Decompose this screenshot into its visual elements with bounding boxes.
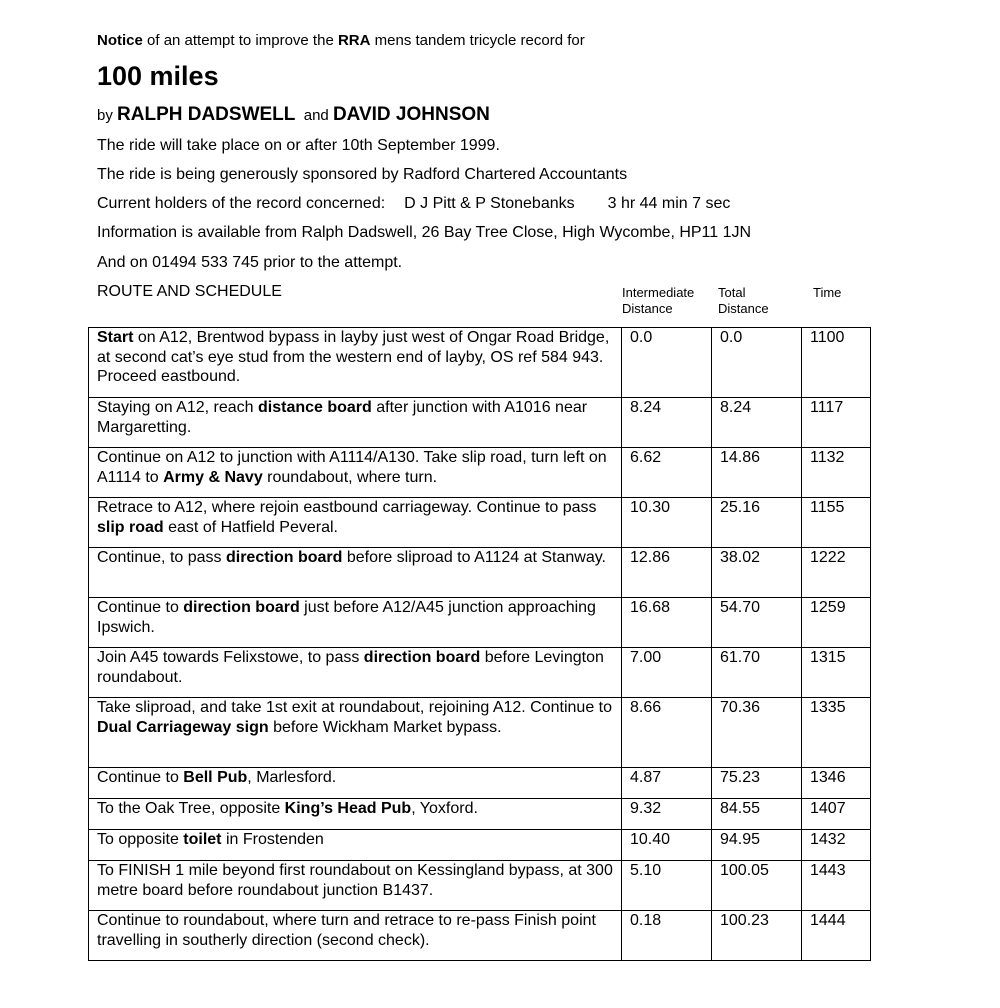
route-description: To the Oak Tree, opposite King’s Head Pub, Yoxford. [89, 799, 622, 830]
time-cell: 1346 [802, 768, 871, 799]
route-description: To FINISH 1 mile beyond first roundabout on Kessingland bypass, at 300 metre board before roundabout junction B1437. [89, 861, 622, 911]
authors-line [97, 104, 490, 126]
table-row [89, 698, 871, 768]
intermediate-distance: 8.24 [622, 398, 712, 448]
table-row [89, 799, 871, 830]
table-row [89, 768, 871, 799]
intermediate-distance: 4.87 [622, 768, 712, 799]
route-description: Retrace to A12, where rejoin eastbound carriageway. Continue to pass slip road east of Hatfield Peveral. [89, 498, 622, 548]
intermediate-distance: 9.32 [622, 799, 712, 830]
date-line: The ride will take place on or after 10th September 1999. [97, 137, 500, 154]
sponsor-line: The ride is being generously sponsored by Radford Chartered Accountants [97, 166, 628, 183]
rider-1-name: RALPH DADSWELL [117, 104, 296, 125]
col-header-intermediate [622, 285, 694, 317]
time-cell: 1117 [802, 398, 871, 448]
total-distance: 8.24 [712, 398, 802, 448]
intermediate-distance: 5.10 [622, 861, 712, 911]
intermediate-distance: 7.00 [622, 648, 712, 698]
intermediate-distance: 10.30 [622, 498, 712, 548]
time-cell: 1444 [802, 911, 871, 961]
total-distance: 61.70 [712, 648, 802, 698]
table-row [89, 448, 871, 498]
route-description: Staying on A12, reach distance board after junction with A1016 near Margaretting. [89, 398, 622, 448]
time-cell: 1335 [802, 698, 871, 768]
route-description: Start on A12, Brentwod bypass in layby just west of Ongar Road Bridge, at second cat’s eye stud from the western end of layby, OS ref 584 943. Proceed eastbound. [89, 328, 622, 398]
time-cell: 1315 [802, 648, 871, 698]
table-row [89, 498, 871, 548]
table-row [89, 548, 871, 598]
notice-suffix: mens tandem tricycle record for [374, 32, 585, 49]
total-distance: 100.23 [712, 911, 802, 961]
notice-line [97, 32, 585, 49]
rider-2-name: DAVID JOHNSON [332, 104, 490, 125]
schedule-table [88, 327, 871, 961]
total-distance: 38.02 [712, 548, 802, 598]
route-description: Continue to roundabout, where turn and retrace to re-pass Finish point travelling in southerly direction (second check). [89, 911, 622, 961]
total-distance: 84.55 [712, 799, 802, 830]
info-line: Information is available from Ralph Dadswell, 26 Bay Tree Close, High Wycombe, HP11 1JN [97, 224, 752, 241]
notice-text: of an attempt to improve the [147, 32, 334, 49]
table-row [89, 598, 871, 648]
by-word: by [97, 107, 113, 124]
total-distance: 70.36 [712, 698, 802, 768]
intermediate-distance: 0.0 [622, 328, 712, 398]
intermediate-distance: 6.62 [622, 448, 712, 498]
intermediate-distance: 10.40 [622, 830, 712, 861]
notice-word: Notice [97, 32, 143, 49]
total-distance: 0.0 [712, 328, 802, 398]
table-row [89, 398, 871, 448]
route-description: Continue to direction board just before A12/A45 junction approaching Ipswich. [89, 598, 622, 648]
time-cell: 1132 [802, 448, 871, 498]
route-description: Take sliproad, and take 1st exit at roundabout, rejoining A12. Continue to Dual Carriageway sign before Wickham Market bypass. [89, 698, 622, 768]
total-distance: 25.16 [712, 498, 802, 548]
holders-names: D J Pitt & P Stonebanks [404, 195, 575, 212]
time-cell: 1432 [802, 830, 871, 861]
time-cell: 1443 [802, 861, 871, 911]
route-description: Continue to Bell Pub, Marlesford. [89, 768, 622, 799]
col-header-total-2: Distance [718, 301, 769, 316]
intermediate-distance: 12.86 [622, 548, 712, 598]
col-header-intermediate-2: Distance [622, 301, 673, 316]
col-header-intermediate-1: Intermediate [622, 285, 695, 300]
total-distance: 14.86 [712, 448, 802, 498]
table-row [89, 648, 871, 698]
page-title: 100 miles [97, 61, 219, 91]
total-distance: 54.70 [712, 598, 802, 648]
holders-label: Current holders of the record concerned: [97, 195, 386, 212]
table-row [89, 830, 871, 861]
time-cell: 1407 [802, 799, 871, 830]
route-description: Continue on A12 to junction with A1114/A130. Take slip road, turn left on A1114 to Army & Navy roundabout, where turn. [89, 448, 622, 498]
total-distance: 100.05 [712, 861, 802, 911]
time-cell: 1259 [802, 598, 871, 648]
record-holders-line [97, 195, 730, 213]
time-cell: 1155 [802, 498, 871, 548]
route-description: To opposite toilet in Frostenden [89, 830, 622, 861]
col-header-time: Time [813, 285, 842, 300]
record-time: 3 hr 44 min 7 sec [607, 195, 731, 212]
col-header-total [718, 285, 769, 317]
col-header-total-1: Total [718, 285, 746, 300]
total-distance: 94.95 [712, 830, 802, 861]
and-word: and [303, 107, 329, 124]
total-distance: 75.23 [712, 768, 802, 799]
rra-label: RRA [337, 32, 371, 49]
route-description: Continue, to pass direction board before sliproad to A1124 at Stanway. [89, 548, 622, 598]
table-row [89, 861, 871, 911]
intermediate-distance: 16.68 [622, 598, 712, 648]
table-row [89, 328, 871, 398]
route-heading: ROUTE AND SCHEDULE [97, 283, 282, 300]
table-row [89, 911, 871, 961]
intermediate-distance: 8.66 [622, 698, 712, 768]
route-description: Join A45 towards Felixstowe, to pass direction board before Levington roundabout. [89, 648, 622, 698]
time-cell: 1222 [802, 548, 871, 598]
time-cell: 1100 [802, 328, 871, 398]
intermediate-distance: 0.18 [622, 911, 712, 961]
phone-line: And on 01494 533 745 prior to the attempt. [97, 254, 403, 271]
